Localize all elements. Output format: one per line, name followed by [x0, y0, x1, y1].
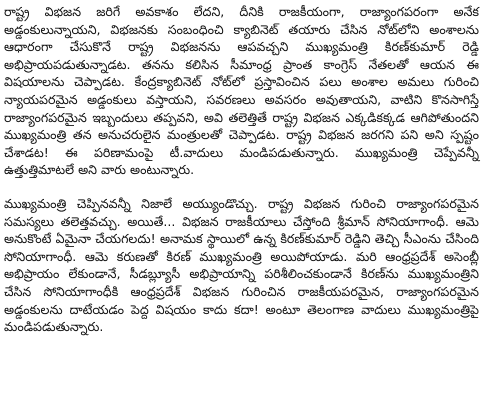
article-paragraph-2: ముఖ్యమంత్రి చెప్పినవన్నీ నిజాలే అయ్యుండొచ్చు. రాష్ట్ర విభజన గురించి రాజ్యాంగపరమైన సమస్యలు తలెత్తవచ్చు. అయితే... విభజన రాజకీయాలు చేస్తోంది శ్రీమాన్ సోనియాగాంధీ. ఆమె అనుకొంటే ఏమైనా చేయగలదు! అనామక స్థాయిలో ఉన్న కిరణ్‌కుమార్ రెడ్డిని తెచ్చి సీఎంను చేసింది సోనియాగాంధీ. ఆమె కరుణతో కిరణ్ ముఖ్యమంత్రి అయిపోయాడు. మరి ఆంధ్రప్రదేశ్ అసెంబ్లీ అభిప్రాయం లేకుండానే, సీడబ్ల్యూసీ అభిప్రాయాన్ని పరిశీలించకుండానే కిరణ్‌ను ముఖ్యమంత్రిని చేసిన సోనియాగాంధీకి ఆంధ్రప్రదేశ్ విభజన గురించిన రాజకీయపరమైన, రాజ్యాంగపరమైన అడ్డంకులను దాటేయడం పెద్ద విషయం కాదు కదా! అంటూ తెలంగాణ వాదులు ముఖ్యమంత్రిపై మండిపడుతున్నారు. [4, 195, 479, 335]
article-paragraph-1: రాష్ట్ర విభజన జరిగే అవకాశం లేదని, దీనికి రాజకీయంగా, రాజ్యాంగపరంగా అనేక అడ్డంకులున్నాయని, విభజనకు సంబంధించి క్యాబినెట్ తయారు చేసిన నోట్‌లోని అంశాలను ఆధారంగా చేసుకొనే రాష్ట్ర విభజనను ఆపవచ్చని ముఖ్యమంత్రి కిరణ్‌కుమార్ రెడ్డి అభిప్రాయపడుతున్నాడట. తనను కలిసిన సీమాంధ్ర ప్రాంత కాంగ్రెస్ నేతలతో ఆయన ఈ విషయాలను చెప్పాడట. కేంద్రక్యాబినెట్ నోట్‌లో ప్రస్తావించిన పలు అంశాల అమలు గురించి న్యాయపరమైన అడ్డంకులు వస్తాయని, సవరణలు అవసరం అవుతాయని, వాటిని కొనసాగిస్తే రాజ్యాంగపరమైన ఇబ్బందులు తప్పవని, అవి తలెత్తితే రాష్ట్ర విభజన ఎక్కడికక్కడ ఆగిపోతుందని ముఖ్యమంత్రి తన అనుచరులైన మంత్రులతో చెప్పాడట. రాష్ట్ర విభజన జరగని పని అని స్పష్టం చేశాడట! ఈ పరిణామంపై టీ.వాదులు మండిపడుతున్నారు. ముఖ్యమంత్రి చెప్పేవన్నీ ఉత్తుత్తిమాటలే అని వారు అంటున్నారు. [4, 4, 479, 178]
